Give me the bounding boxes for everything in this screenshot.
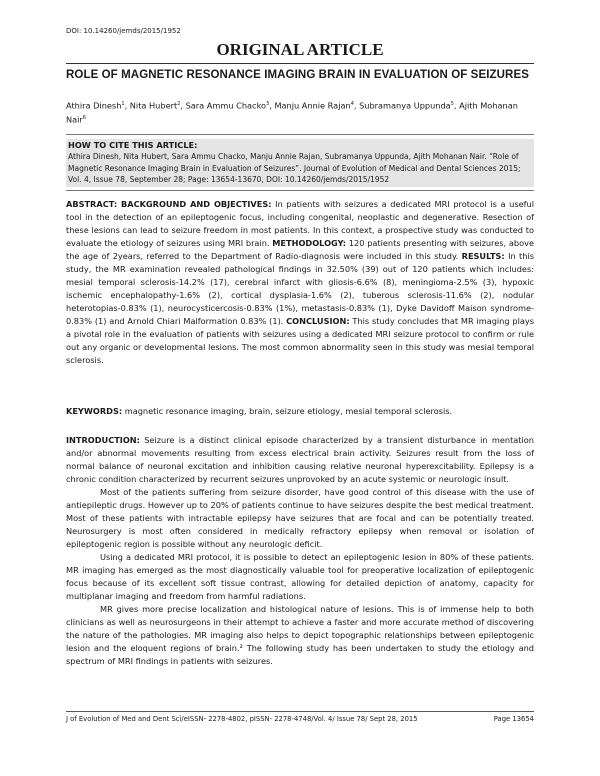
author-affiliation: 3 (266, 101, 270, 107)
article-type-heading: ORIGINAL ARTICLE (216, 40, 384, 59)
author-name: Subramanya Uppunda (359, 100, 451, 111)
intro-paragraph (66, 434, 534, 486)
abstract-background: In patients with seizures a dedicated MRI protocol is a useful tool in the detection of an epileptogenic focus, including congenital, neoplastic and degenerative. Resection of these lesions can lead to seizure freedom in most patients. In this context, a prospective study was conducted to evaluate the etiology of seizures using MRI brain. (66, 199, 534, 248)
conclusion-label: CONCLUSION: (286, 316, 350, 326)
cite-top-divider (66, 134, 534, 135)
author-name: Manju Annie Rajan (274, 100, 351, 111)
author-affiliation: 6 (82, 114, 86, 121)
introduction-section (66, 434, 534, 668)
intro-paragraph: Most of the patients suffering from seizure disorder, have good control of this disease with the use of antiepileptic drugs. However up to 20% of patients continue to have seizures despite the best medical treatment. Most of these patients with intractable epilepsy have seizures that are focal and can be potentially treated. Neurosurgery is most often considered in medically refractory epilepsy when removal or isolation of epileptogenic region is possible without any neurologic deficit. (66, 487, 534, 549)
abstract-label: ABSTRACT: BACKGROUND AND OBJECTIVES: (66, 199, 272, 209)
keywords-text: magnetic resonance imaging, brain, seizure etiology, mesial temporal sclerosis. (122, 406, 453, 416)
introduction-label: INTRODUCTION: (66, 435, 140, 445)
author-name: Nita Hubert (129, 100, 178, 111)
cite-bottom-divider (66, 190, 534, 191)
author-name: Athira Dinesh (66, 100, 122, 111)
author-name: Ajith Mohanan Nair (66, 100, 518, 125)
citation-text: Athira Dinesh, Nita Hubert, Sara Ammu Chacko, Manju Annie Rajan, Subramanya Uppunda, Ajith Mohanan Nair. “Role of Magnetic Resonance Imaging Brain in Evaluation of Seizures”. Journal of Evolution of Medical and Dental Sciences 2015; Vol. 4, Issue 78, September 28; Page: 13654-13670, DOI: 10.14260/jemds/2015/1952 (68, 152, 521, 184)
author-affiliation: 1 (121, 101, 125, 107)
abstract-results: In this study, the MR examination revealed pathological findings in 32.50% (39) out of 120 patients which includes: mesial temporal sclerosis-14.2% (17), cerebral infarct with gliosis-6.6% (8), meningioma-2.5% (3), hypoxic ischemic encephalopathy-1.6% (2), cortical dysplasia-1.6% (2), tuberous sclerosis-11.6% (2), nodular heterotopias-0.83% (1), neurocysticercosis-0.83% (1%), metastasis-0.83% (1), Dyke Davidoff Maison syndrome-0.83% (1) and Arnold Chiari Malformation 0.83% (1). (66, 251, 535, 326)
abstract-section (66, 198, 534, 367)
intro-paragraph: MR gives more precise localization and histological nature of lesions. This is of immense help to both clinicians as well as neurosurgeons in their attempt to achieve a faster and more accurate method of discovering the nature of the pathologies. MR imaging also helps to depict topographic relationships between epileptogenic lesion and the eloquent regions of brain.² The following study has been undertaken to study the etiology and spectrum of MRI findings in patients with seizures. (66, 604, 534, 666)
citation-box (66, 139, 534, 187)
doi-line: DOI: 10.14260/jemds/2015/1952 (66, 27, 181, 35)
author-affiliation: 2 (177, 101, 181, 107)
header-divider (66, 63, 534, 64)
intro-paragraph: Using a dedicated MRI protocol, it is possible to detect an epileptogenic lesion in 80% of these patients. MR imaging has emerged as the most diagnostically valuable tool for preoperative localization of epileptogenic focus because of its excellent soft tissue contrast, allowing for detailed depiction of anatomy, capacity for multiplanar imaging and freedom from harmful radiations. (66, 552, 534, 601)
abstract-methodology: 120 patients presenting with seizures, above the age of 2years, referred to the Department of Radio-diagnosis were included in this study. (66, 238, 534, 261)
results-label: RESULTS: (461, 251, 505, 261)
methodology-label: METHODOLOGY: (272, 238, 347, 248)
author-list: Athira Dinesh$^1$, Nita Hubert$^2$, Sara Ammu Chacko$^3$, Manju Annie Rajan$^4$, Subramanya Uppunda$^5$, Ajith Mohanan Nair$^6$ (66, 100, 518, 125)
footer-divider (66, 711, 534, 712)
keywords-line (66, 405, 534, 418)
page-number: Page 13654 (493, 715, 534, 723)
intro-text: Seizure is a distinct clinical episode characterized by a transient disturbance in mentation and/or abnormal movements resulting from excess electrical brain activity. Seizures result from the loss of normal balance of neuronal excitation and inhibition causing relative neuronal hyperexcitability. Epilepsy is a chronic condition characterized by recurrent seizures unprovoked by an acute systemic or neurologic insult. (66, 435, 534, 484)
keywords-label: KEYWORDS: (66, 406, 123, 416)
article-title: ROLE OF MAGNETIC RESONANCE IMAGING BRAIN IN EVALUATION OF SEIZURES (66, 69, 529, 81)
author-affiliation: 4 (350, 101, 354, 107)
abstract-conclusion: This study concludes that MR imaging plays a pivotal role in the evaluation of patients with seizures using a dedicated MRI seizure protocol to confirm or rule out any organic or developmental lesions. The most common abnormality seen in this study was mesial temporal sclerosis. (66, 316, 534, 365)
journal-footer: J of Evolution of Med and Dent Sci/eISSN- 2278-4802, pISSN- 2278-4748/Vol. 4/ Issue 78/ Sept 28, 2015 (66, 715, 418, 723)
author-affiliation: 5 (450, 101, 454, 107)
citation-heading: HOW TO CITE THIS ARTICLE: (68, 140, 198, 150)
author-name: Sara Ammu Chacko (185, 100, 267, 111)
